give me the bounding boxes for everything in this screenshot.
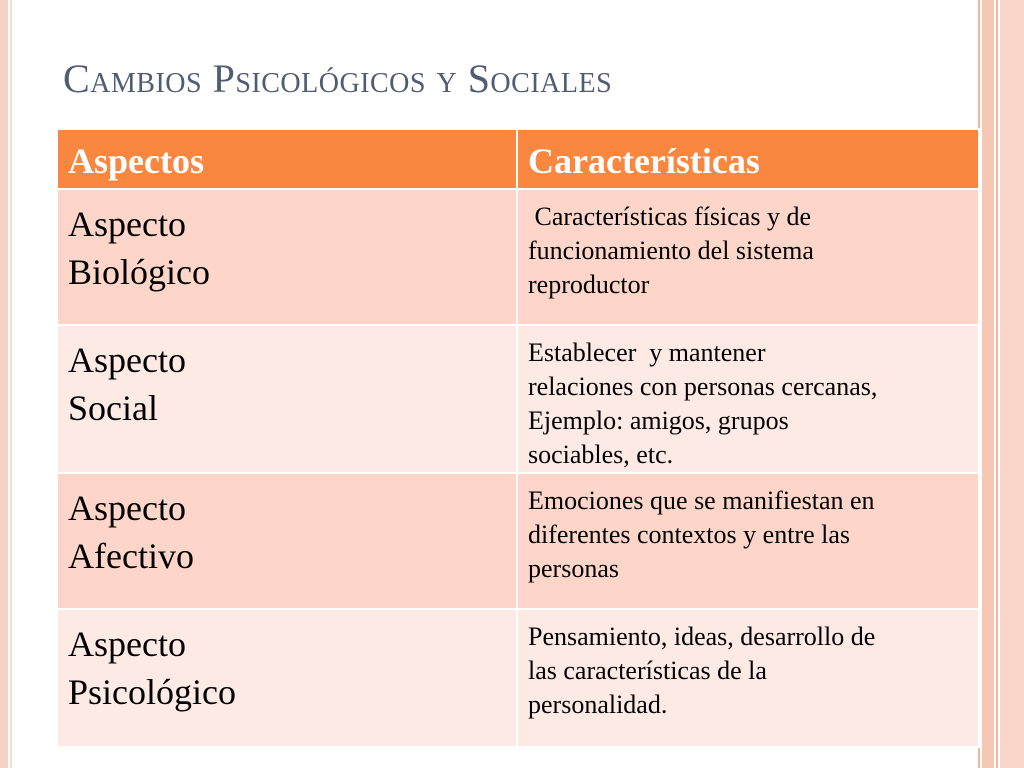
description-cell — [517, 189, 979, 325]
description-text: Emociones que se manifiestan en — [528, 486, 875, 515]
left-decorative-stripe — [0, 0, 8, 768]
table-header-row — [57, 129, 979, 189]
aspect-cell — [57, 609, 517, 747]
description-text: relaciones con personas cercanas, — [528, 372, 878, 401]
aspect-cell — [57, 189, 517, 325]
description-text: reproductor — [528, 270, 650, 299]
right-stripe — [982, 0, 994, 768]
aspect-text: Aspecto — [68, 488, 186, 528]
description-text: Pensamiento, ideas, desarrollo de — [528, 622, 876, 651]
description-text: diferentes contextos y entre las — [528, 520, 850, 549]
aspects-table — [56, 128, 980, 748]
description-text: funcionamiento del sistema — [528, 236, 814, 265]
description-text: personas — [528, 554, 619, 583]
right-stripe — [996, 0, 998, 768]
description-cell — [517, 609, 979, 747]
header-caracteristicas: Características — [517, 129, 979, 189]
description-text: Características físicas y de — [528, 202, 811, 231]
description-cell — [517, 473, 979, 609]
aspect-cell — [57, 473, 517, 609]
table-row — [57, 609, 979, 747]
aspect-text: Social — [68, 388, 158, 428]
aspect-text: Afectivo — [68, 536, 194, 576]
right-decorative-stripes — [978, 0, 1024, 768]
description-text: personalidad. — [528, 690, 668, 719]
aspect-text: Biológico — [68, 252, 210, 292]
aspect-text: Aspecto — [68, 624, 186, 664]
description-cell — [517, 325, 979, 473]
description-text: las características de la — [528, 656, 767, 685]
table-row — [57, 473, 979, 609]
header-aspectos: Aspectos — [57, 129, 517, 189]
aspect-text: Aspecto — [68, 204, 186, 244]
aspect-text: Psicológico — [68, 672, 236, 712]
description-text: Establecer y mantener — [528, 338, 766, 367]
aspect-cell — [57, 325, 517, 473]
left-decorative-line — [10, 0, 12, 768]
right-stripe — [1000, 0, 1024, 768]
aspect-text: Aspecto — [68, 340, 186, 380]
table-row — [57, 325, 979, 473]
slide-title: Cambios Psicológicos y Sociales — [63, 56, 613, 101]
table-row — [57, 189, 979, 325]
description-text: Ejemplo: amigos, grupos — [528, 406, 789, 435]
description-text: sociables, etc. — [528, 440, 674, 469]
